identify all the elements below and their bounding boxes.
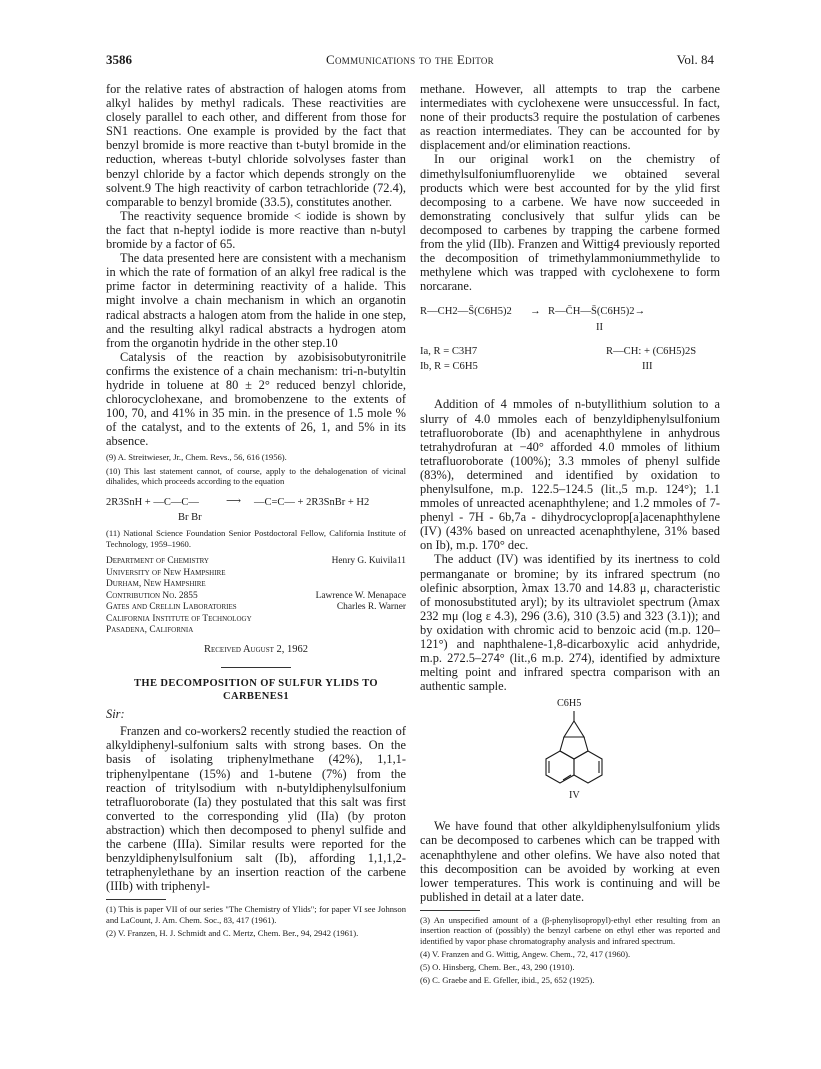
salutation: Sir: [106, 707, 125, 722]
affiliation-line: Contribution No. 2855 [106, 590, 198, 601]
scheme-reactant: R—CH2—S̄(C6H5)2 [420, 306, 512, 318]
affiliation-line: Durham, New Hampshire [106, 579, 206, 590]
scheme-carbene: R—CH: + (C6H5)2S [606, 346, 697, 358]
paragraph: In our original work1 on the chemistry of dimethylsulfoniumfluorenylide we obtained several products which were best accounted for by the ylid first decomposing to a carbene. We have now succeeded in demonstrating conclusively that sulfur ylids can be decomposed to carbenes by trapping the carbene formed from the ylid (IIb). Franzen and Wittig4 previously reported the decomposition of trimethylammoniummethylide to methylene which was trapped with cyclohexene to form norcarane. [420, 152, 720, 294]
scheme-label-iii: III [642, 361, 653, 373]
paragraph: We have found that other alkyldiphenylsulfonium ylids can be decomposed to carbenes which can be trapped with acenaphthylene and other olefins. We have also noted that this decomposition can be avoided by working at even lower temperatures. This work is continuing and will be published in detail at a later date. [420, 819, 720, 904]
paragraph: methane. However, all attempts to trap the carbene intermediates with cyclohexene were unsuccessful. In fact, none of their products3 require the postulation of carbenes as reaction intermediates. They can be accounted for by displacement and/or elimination reactions. [420, 82, 720, 153]
divider [221, 667, 291, 668]
dehalogenation-equation [106, 490, 406, 524]
structure-label: IV [569, 790, 580, 802]
footnote-11: (11) National Science Foundation Senior Postdoctoral Fellow, California Institute of Technology, 1959–1960. [106, 528, 406, 549]
footnote-1: (1) This is paper VII of our series "The Chemistry of Ylids"; for paper VI see Johnson and LaCount, J. Am. Chem. Soc., 83, 417 (1961). [106, 904, 406, 925]
footnote-separator [106, 899, 166, 900]
paragraph: Addition of 4 mmoles of n-butyllithium solution to a slurry of 4.0 mmoles each of benzyldiphenylsulfonium tetrafluoroborate (Ib) and acenaphthylene in anhydrous tetrahydrofuran at −40° afforded 4.0 mmoles of lithium tetrafluoroborate (100%); 3.3 mmoles of phenyl sulfide (83%), determined and identified by oxidation to phenylsulfone, m.p. 122.5–124.5 (lit.,5 m.p. 124°); 1.1 mmoles of unreacted acenaphthylene; and 1.2 mmoles of 7-phenyl - 7H - 6b,7a - dihydrocycloprop[a]acenaphthylene (IV) (43% based on unreacted acenaphthylene, 31% based on Ib), m.p. 170° dec. [420, 397, 720, 553]
affiliation-line: Gates and Crellin Laboratories [106, 602, 237, 613]
article-title: THE DECOMPOSITION OF SULFUR YLIDS TO CARBENES1 [134, 678, 378, 702]
structure-substituent: C6H5 [557, 698, 582, 710]
right-column [420, 82, 720, 986]
footnote-5: (5) O. Hinsberg, Chem. Ber., 43, 290 (1910). [420, 962, 575, 973]
scheme-label-ib: Ib, R = C6H5 [420, 361, 478, 373]
running-title: Communications to the Editor [326, 52, 494, 67]
equation-products: —C=C— + 2R3SnBr + H2 [254, 497, 370, 509]
author-affiliations [106, 556, 406, 637]
equation-reactants: 2R3SnH + —C—C— [106, 497, 199, 509]
author-name: Lawrence W. Menapace [315, 590, 406, 601]
left-column [106, 82, 406, 938]
footnote-3: (3) An unspecified amount of a (β-phenylisopropyl)-ethyl ether resulting from an insertion reaction of (possibly) the benzyl carbene on ethyl ether was reported and identified by vapor phase chromatography analysis and infrared spectrum. [420, 914, 720, 946]
received-date: Received August 2, 1962 [203, 644, 309, 656]
acenaphthylene-adduct-drawing [536, 697, 616, 801]
reaction-scheme [420, 299, 720, 391]
scheme-arrow: → [530, 306, 541, 318]
footnote-2: (2) V. Franzen, H. J. Schmidt and C. Mertz, Chem. Ber., 94, 2942 (1961). [106, 927, 359, 938]
footnote-9: (9) A. Streitwieser, Jr., Chem. Revs., 56, 616 (1956). [106, 452, 287, 463]
paragraph: Franzen and co-workers2 recently studied the reaction of alkyldiphenyl-sulfonium salts with strong bases. On the basis of isolating triphenylmethane (42%), 1,1,1-triphenylpentane (15%) and 1-butene (7%) from the reaction of tritylsodium with n-butyldiphenylsulfonium tetrafluoroborate (Ia) they postulated that this salt was first converted to the corresponding ylid (IIa) (by proton abstraction) which then decomposed to phenyl sulfide and the carbene (IIIa). Similar results were reported for the benzyldiphenylsulfonium salt (Ib), affording 1,1,1,2-tetraphenylethane by an insertion reaction of the carbene (IIIb) with triphenyl- [106, 724, 406, 894]
footnote-4: (4) V. Franzen and G. Wittig, Angew. Chem., 72, 417 (1960). [420, 948, 631, 959]
page-header [106, 52, 714, 68]
equation-arrow: ⟶ [226, 496, 242, 508]
author-name: Charles R. Warner [336, 602, 406, 613]
paragraph: for the relative rates of abstraction of halogen atoms from alkyl halides by methyl radicals. These reactivities are closely parallel to each other, and different from those for SN1 reactions. One example is provided by the fact that benzyl bromide is more reactive than t-butyl bromide in the reduction, whereas t-butyl chloride solvolyses faster than benzyl chloride by a factor which depends strongly on the solvent.9 The high reactivity of carbon tetrachloride (72.4), comparable to benzyl bromide (33.5), constitutes another. [106, 82, 406, 209]
affiliation-line: University of New Hampshire [106, 567, 226, 578]
paragraph: Catalysis of the reaction by azobisisobutyronitrile confirms the existence of a chain mechanism: tri-n-butyltin hydride in toluene at 80 ± 2° reduced benzyl chloride, chlorocyclohexane, and bromobenzene to the extents of 100, 70, and 41% in 35 min. in the presence of 1.5 mole % of the catalyst, and to the extents of 26, 1, and 5% in its absence. [106, 349, 406, 449]
equation-bromines: Br Br [178, 512, 202, 524]
scheme-label-ia: Ia, R = C3H7 [420, 346, 478, 358]
footnote-10: (10) This last statement cannot, of course, apply to the dehalogenation of vicinal dihalides, which proceeds according to the equation [106, 465, 406, 487]
paragraph: The data presented here are consistent with a mechanism in which the rate of formation of an alkyl free radical is the prime factor in determining reactivity of a halide. This might involve a chain mechanism in which an organotin radical abstracts a halogen atom from the halide in one step, and the resulting alkyl radical abstracts a hydrogen atom from the organotin hydride in the other step.10 [106, 251, 406, 350]
footnote-6: (6) C. Graebe and E. Gfeller, ibid., 25, 652 (1925). [420, 975, 595, 986]
structure-iv [420, 697, 720, 813]
paragraph: The adduct (IV) was identified by its inertness to cold permanganate or bromine; by its infrared spectrum (no olefinic absorption, λmax 13.70 and 14.83 μ, characteristic of monosubstituted aryl); by its ultraviolet spectrum (λmax 232 mμ (log ε 4.3), 296 (3.6), 310 (3.5) and 323 (3.1)); and by oxidation with chromic acid to benzoic acid (m.p. 120–121°) and naphthalene-1,8-dicarboxylic acid anhydride, m.p. 272.5–274° (lit.,6 m.p. 274), identified by admixture melting point and infrared spectra comparison with an authentic sample. [420, 552, 720, 694]
scheme-ylid: R—C̄H—S̄(C6H5)2→ [548, 306, 646, 318]
page-number: 3586 [106, 52, 132, 67]
author-name: Henry G. Kuivila11 [331, 555, 406, 566]
affiliation-line: Department of Chemistry [106, 555, 209, 566]
affiliation-line: California Institute of Technology [106, 613, 252, 624]
paragraph: The reactivity sequence bromide < iodide is shown by the fact that n-heptyl iodide is more reactive than n-butyl bromide by a factor of 65. [106, 208, 406, 252]
affiliation-line: Pasadena, California [106, 625, 194, 636]
footnote-separator [420, 910, 480, 911]
volume-label: Vol. 84 [676, 52, 714, 67]
scheme-label-ii: II [596, 322, 604, 334]
